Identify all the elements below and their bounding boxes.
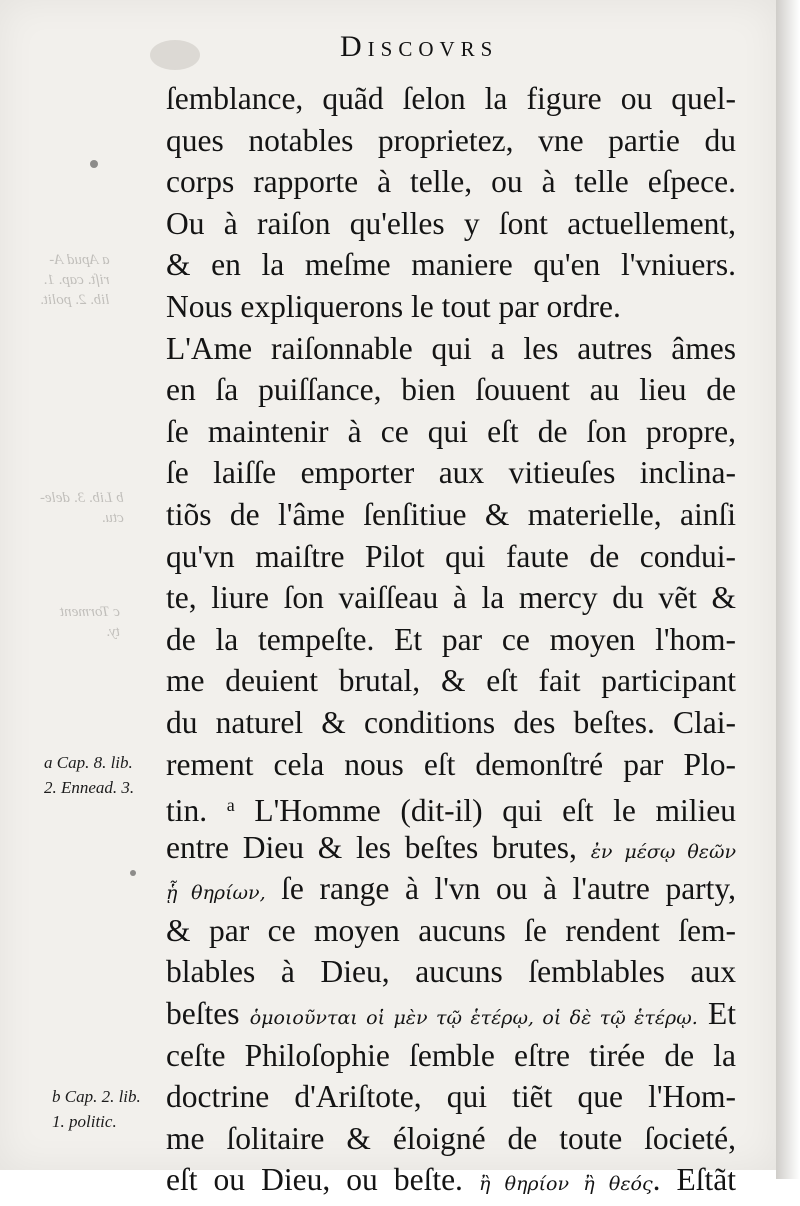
greek-quote: ᾗ θηρίων, [166, 882, 266, 905]
text-line: & en la meſme maniere qu'en l'vniuers. [166, 247, 736, 283]
text-line: en ſa puiſſance, bien ſouuent au lieu de [166, 372, 736, 408]
body-text [166, 78, 736, 1201]
text-line: tiõs de l'âme ſenſitiue & materielle, ainſi [166, 496, 736, 532]
text-line: de la tempeſte. Et par ce moyen l'hom- [166, 621, 736, 657]
greek-quote: ἢ θηρίον ἢ θεός [479, 1173, 653, 1196]
greek-quote: ἐν μέσῳ θεῶν [590, 840, 737, 863]
text-line: & par ce moyen aucuns ſe rendent ſem- [166, 912, 736, 948]
marginal-note-a [44, 750, 134, 800]
text-line: ques notables proprietez, vne partie du [166, 122, 736, 158]
bleed-through-line: a Apud A- [49, 252, 110, 268]
text-segment: L'Homme (dit-il) qui eſt le milieu [234, 793, 736, 829]
text-line: ceſte Philoſophie ſemble eſtre tirée de la [166, 1037, 736, 1073]
text-line [166, 785, 736, 827]
bleed-through-note-c [60, 602, 120, 642]
text-segment: ſe range à l'vn ou à l'autre party, [265, 871, 736, 907]
text-line: L'Ame raiſonnable qui a les autres âmes [166, 330, 736, 366]
text-line: blables à Dieu, aucuns ſemblables aux [166, 954, 736, 990]
marginal-note-line: b Cap. 2. lib. [52, 1087, 141, 1106]
bleed-through-note-a [40, 250, 110, 310]
bleed-through-line: riſt. cap. 1. [43, 272, 110, 288]
paper-stain [90, 160, 98, 168]
text-segment: beſtes [166, 996, 250, 1032]
text-segment: eſt ou Dieu, ou beſte. [166, 1162, 479, 1198]
text-line [166, 827, 736, 869]
greek-quote: ὁμοιοῦνται οἱ μὲν τῷ ἑτέρῳ, οἱ δὲ τῷ ἑτέρῳ. [249, 1007, 698, 1030]
text-line: Nous expliquerons le tout par ordre. [166, 288, 621, 324]
bleed-through-line: lib. 2. polit. [40, 292, 110, 308]
page-edge [776, 0, 800, 1179]
marginal-note-line: 2. Ennead. 3. [44, 778, 135, 797]
text-line [166, 868, 736, 910]
bleed-through-note-b [40, 488, 124, 528]
marginal-note-line: a Cap. 8. lib. [44, 753, 133, 772]
text-line [166, 993, 736, 1035]
paper-stain [150, 40, 200, 70]
text-line: me deuient brutal, & eſt fait participant [166, 663, 736, 699]
text-line: doctrine d'Ariſtote, qui tiẽt que l'Hom- [166, 1079, 736, 1115]
bleed-through-line: ctu. [101, 510, 124, 526]
text-line: du naturel & conditions des beſtes. Clai- [166, 704, 736, 740]
bleed-through-line: ty. [106, 624, 120, 640]
bleed-through-line: c Torment [60, 604, 120, 620]
text-segment: Et [697, 996, 736, 1032]
text-line: ſemblance, quãd ſelon la figure ou quel- [166, 81, 736, 116]
bleed-through-line: b Lib. 3. dele- [40, 490, 124, 506]
text-line: qu'vn maiſtre Pilot qui faute de condui- [166, 538, 736, 574]
marginal-note-line: 1. politic. [52, 1112, 117, 1131]
text-line [166, 1159, 736, 1201]
text-line: rement cela nous eſt demonſtré par Plo- [166, 746, 736, 782]
text-line: Ou à raiſon qu'elles y ſont actuellement, [166, 205, 736, 241]
text-line: me ſolitaire & éloigné de toute ſocieté, [166, 1120, 736, 1156]
note-reference-a: a [226, 795, 235, 816]
running-head: Discovrs [340, 30, 499, 63]
text-segment: . Eſtãt [652, 1162, 737, 1198]
text-segment: tin. [166, 793, 227, 829]
text-segment: entre Dieu & les beſtes brutes, [166, 829, 591, 865]
text-line: ſe laiſſe emporter aux vitieuſes inclina- [166, 455, 736, 491]
text-line: corps rapporte à telle, ou à telle eſpece. [166, 164, 736, 200]
text-line: te, liure ſon vaiſſeau à la mercy du vẽt & [166, 580, 736, 616]
text-line: ſe maintenir à ce qui eſt de ſon propre, [166, 413, 736, 449]
paper-stain [130, 870, 136, 876]
marginal-note-b [52, 1084, 141, 1134]
